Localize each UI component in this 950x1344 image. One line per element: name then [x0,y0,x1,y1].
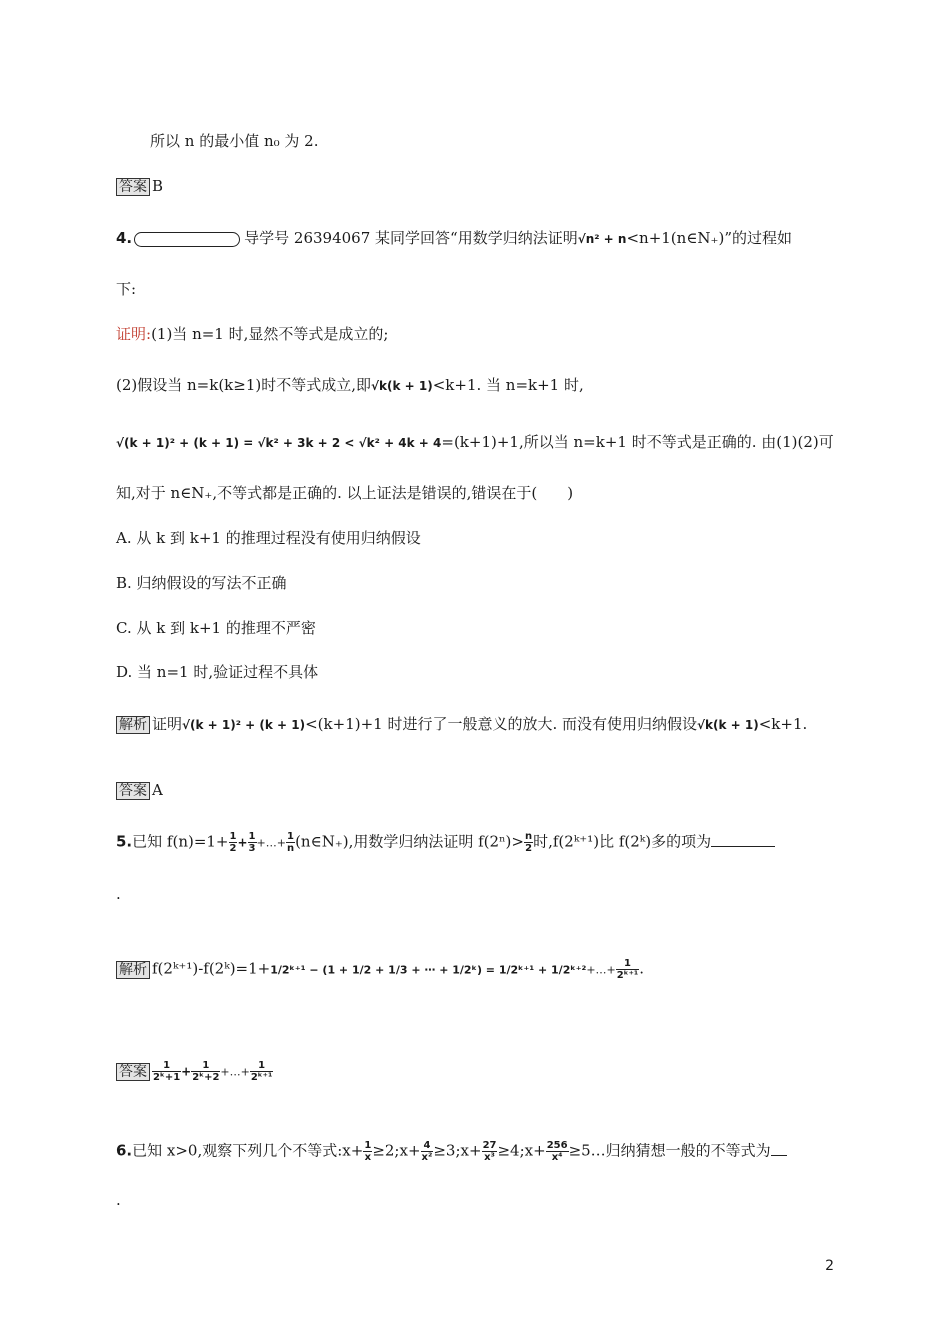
intro-line: 所以 n 的最小值 n₀ 为 2. [150,132,319,150]
analysis-tag: 解析 [116,961,150,979]
option-b[interactable]: B. 归纳假设的写法不正确 [116,574,287,592]
answer-tag: 答案 [116,178,150,196]
analysis-tag: 解析 [116,716,150,734]
q5-line-1: 5.已知 f(n)=1+ $\frac{1}{2}$ + $\frac{1}{3}$ +…+ $\frac{1}{n}$ (n∈N₊),用数学归纳法证明 f(2ⁿ)> $\frac{n}{2}$ 时,f(2ᵏ⁺¹)比 f(2ᵏ)多的项为 [116,831,775,854]
answer-3 [116,176,163,196]
q4-conclusion: 知,对于 n∈N₊,不等式都是正确的. 以上证法是错误的,错误在于( ) [116,484,574,502]
page-number: 2 [825,1258,834,1274]
question-number: 6. [116,1141,133,1160]
q4-proof-step2: (2)假设当 n=k(k≥1)时不等式成立,即√k(k + 1)<k+1. 当 n=k+1 时, [116,376,584,394]
sqrt-expression: √n² + n [577,232,627,246]
q5-analysis: 解析 f(2ᵏ⁺¹)-f(2ᵏ)=1+1/2ᵏ⁺¹ − (1 + 1/2 + 1/3 + ⋯ + 1/2ᵏ) = 1/2ᵏ⁺¹ + 1/2ᵏ⁺²+…+ $\frac{1}{\text{2ᵏ⁺¹}}$ . [116,958,644,981]
q4-proof-step1: 证明:(1)当 n=1 时,显然不等式是成立的; [116,325,389,343]
answer-tag: 答案 [116,782,150,800]
analysis-expression: 1/2ᵏ⁺¹ − (1 + 1/2 + 1/3 + ⋯ + 1/2ᵏ) = 1/2ᵏ⁺¹ + 1/2ᵏ⁺² [270,963,587,977]
option-d[interactable]: D. 当 n=1 时,验证过程不具体 [116,663,319,681]
inequality-chain: √(k + 1)² + (k + 1) = √k² + 3k + 2 < √k² + 4k + 4 [116,436,442,450]
q4-line-1: 4. 导学号 26394067 某同学回答“用数学归纳法证明√n² + n<n+1(n∈N₊)”的过程如 [116,229,792,247]
answer-tag: 答案 [116,1063,150,1081]
q5-period: . [116,885,121,903]
q4-line-2: 下: [116,280,137,298]
question-number: 5. [116,832,133,851]
q6-period: . [116,1191,121,1209]
question-number: 4. [116,229,133,247]
answer-blank[interactable] [711,832,775,847]
answer-value: B [152,177,164,195]
answer-value: A [152,781,163,799]
q5-answer: 答案 $\frac{1}{\text{2ᵏ+1}}$ + $\frac{1}{\text{2ᵏ+2}}$ +…+ $\frac{1}{\text{2ᵏ⁺¹}}$ [116,1060,273,1083]
guide-badge[interactable] [134,232,240,247]
q6-line-1: 6.已知 x>0,观察下列几个不等式:x+ $\frac{1}{x}$ ≥2;x+ $\frac{4}{\text{x²}}$ ≥3;x+ $\frac{27}{\text{x³}}$ ≥4;x+ $\frac{256}{\text{x⁴}}$ ≥5…归纳猜想一般的不等式为 [116,1140,787,1163]
q4-proof-chain: √(k + 1)² + (k + 1) = √k² + 3k + 2 < √k² + 4k + 4=(k+1)+1,所以当 n=k+1 时不等式是正确的. 由(1)(2)可 [116,433,834,451]
answer-blank[interactable] [771,1141,787,1156]
q4-analysis: 解析 证明√(k + 1)² + (k + 1)<(k+1)+1 时进行了一般意义的放大. 而没有使用归纳假设√k(k + 1)<k+1. [116,714,807,735]
proof-label: 证明: [116,325,152,343]
option-a[interactable]: A. 从 k 到 k+1 的推理过程没有使用归纳假设 [116,529,421,547]
q4-answer [116,780,163,800]
option-c[interactable]: C. 从 k 到 k+1 的推理不严密 [116,619,316,637]
